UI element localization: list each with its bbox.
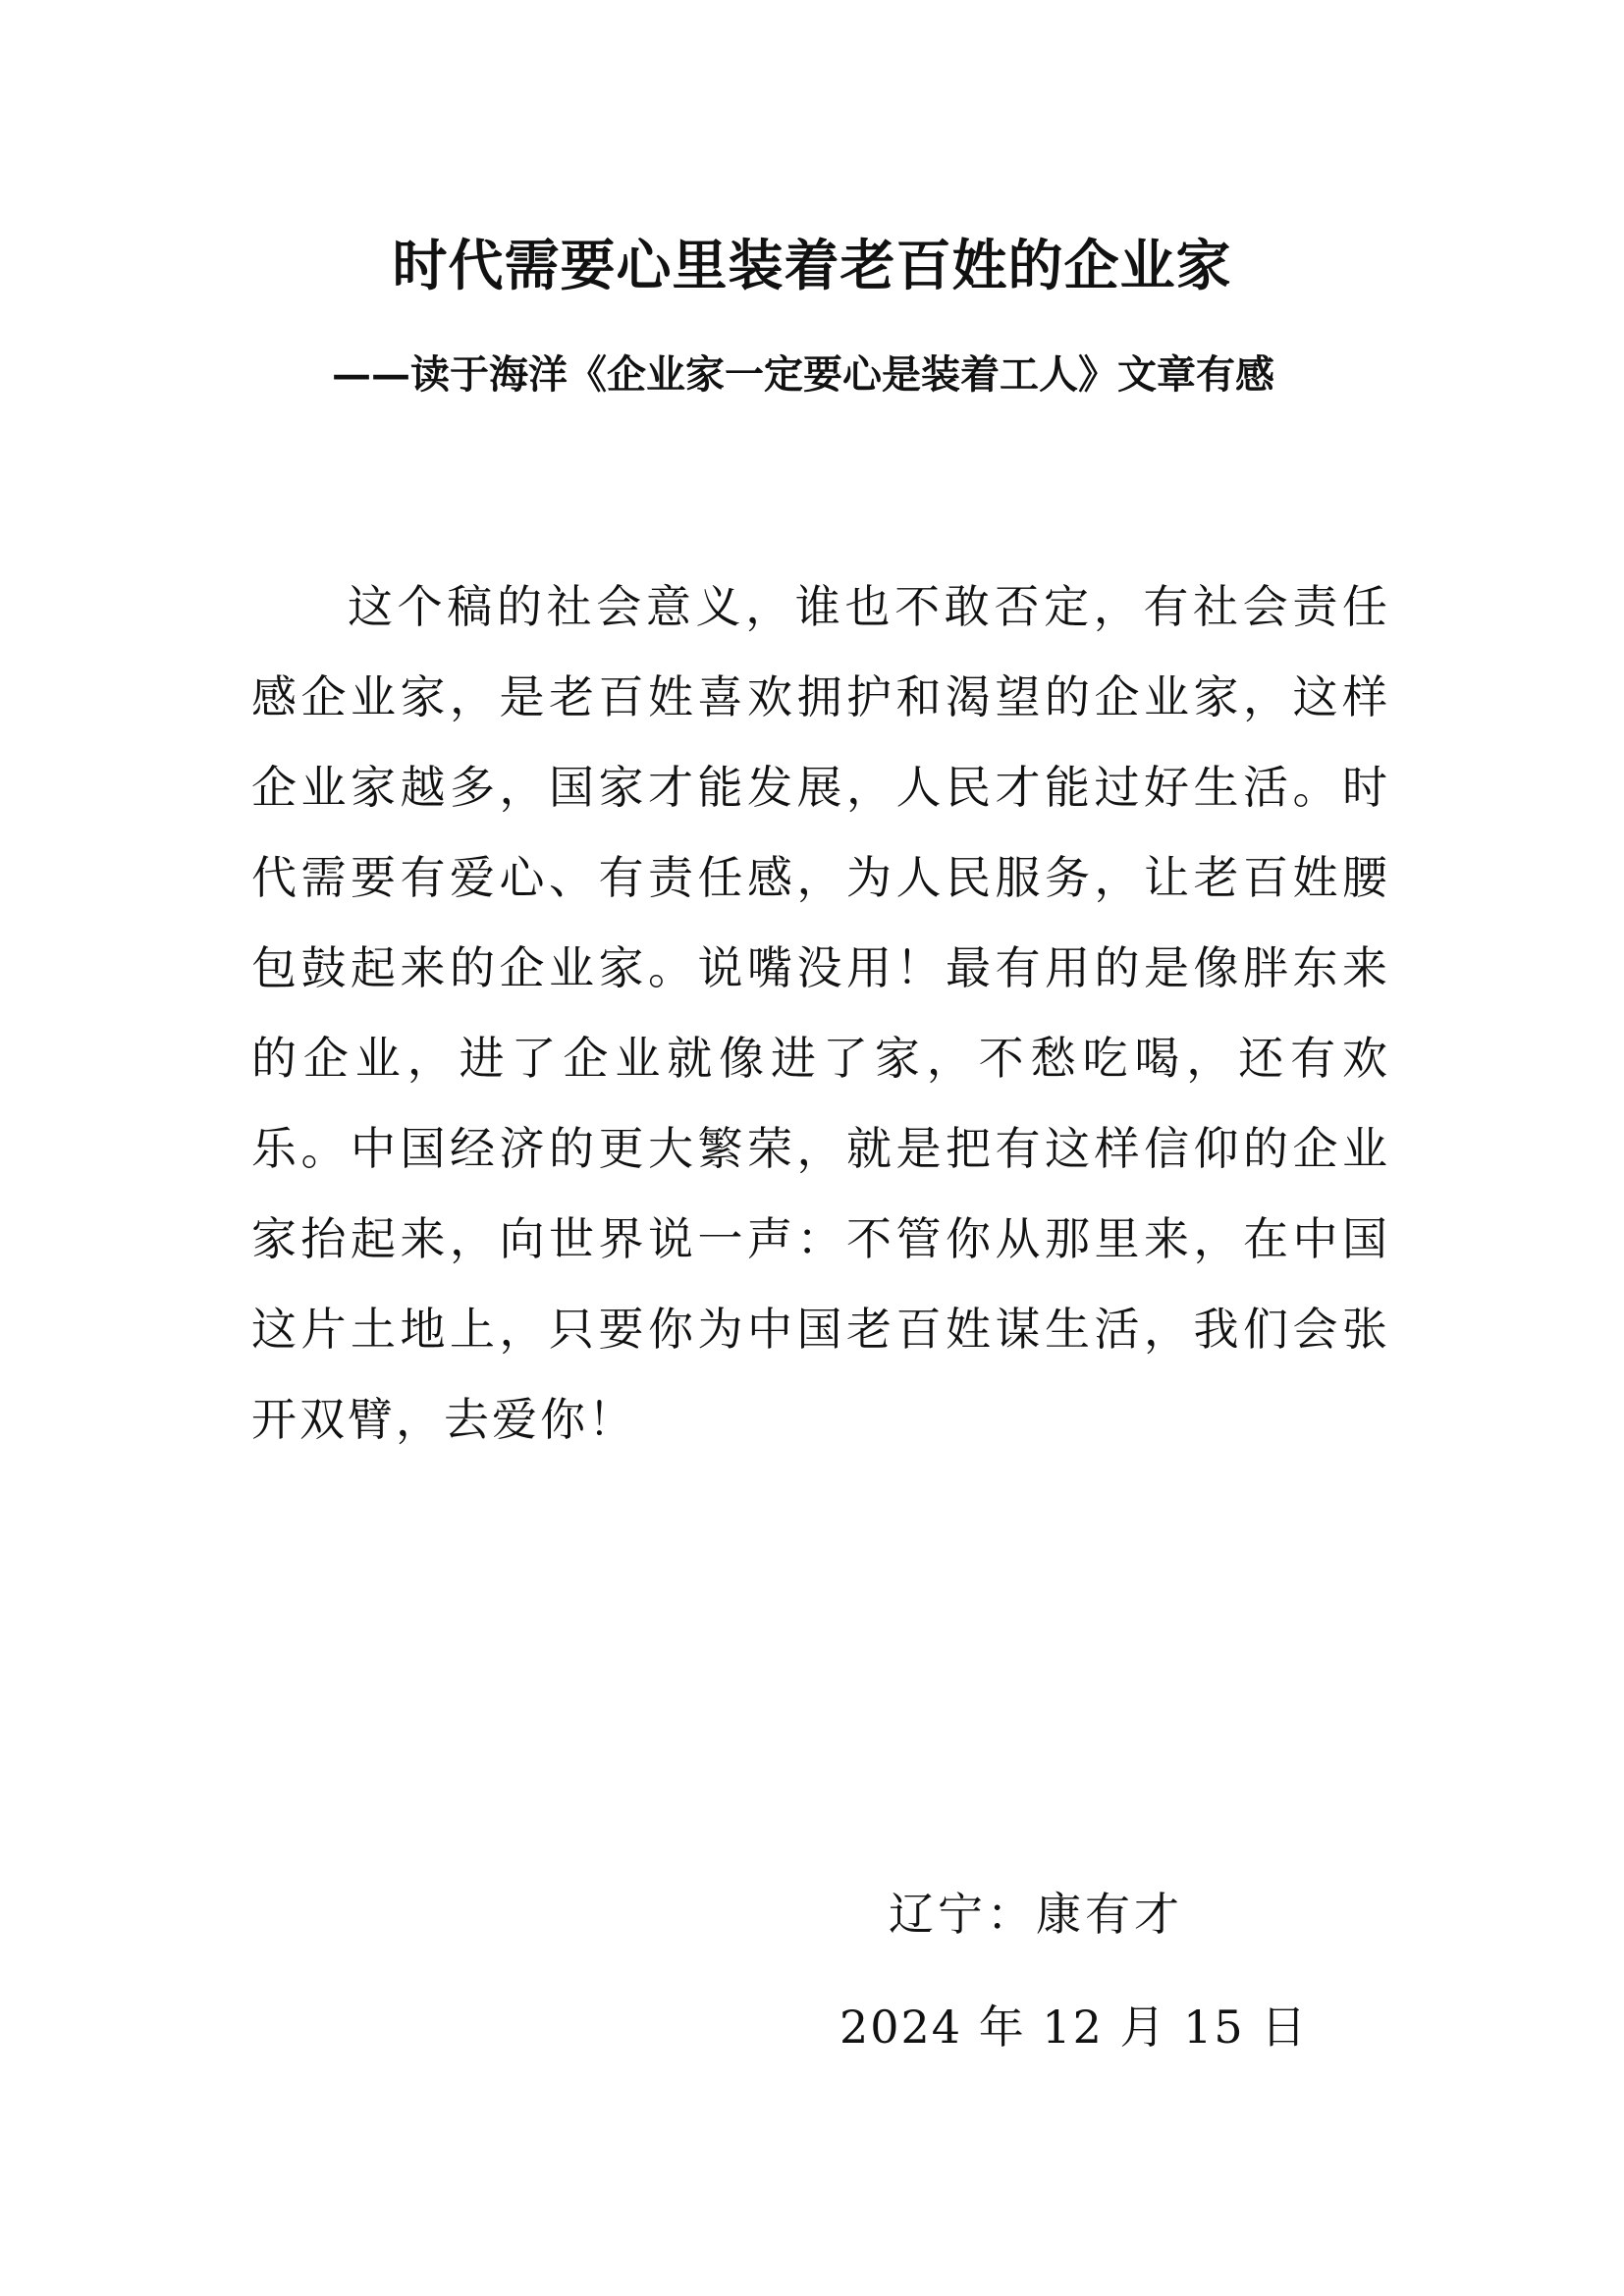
- author-signature: 辽宁：康有才: [889, 1888, 1183, 1941]
- document-title: 时代需要心里装着老百姓的企业家: [392, 235, 1232, 298]
- body-paragraph: 这个稿的社会意义，谁也不敢否定，有社会责任感企业家，是老百姓喜欢拥护和渴望的企业家，这样企业家越多，国家才能发展，人民才能过好生活。时代需要有爱心、有责任感，为人民服务，让老百姓腰包鼓起来的企业家。说嘴没用！最有用的是像胖东来的企业，进了企业就像进了家，不愁吃喝，还有欢乐。中国经济的更大繁荣，就是把有这样信仰的企业家抬起来，向世界说一声：不管你从那里来，在中国这片土地上，只要你为中国老百姓谋生活，我们会张开双臂，去爱你！: [251, 580, 1390, 1446]
- document-subtitle: ——读于海洋《企业家一定要心是装着工人》文章有感: [332, 351, 1274, 398]
- document-date: 2024 年 12 月 15 日: [839, 2001, 1309, 2054]
